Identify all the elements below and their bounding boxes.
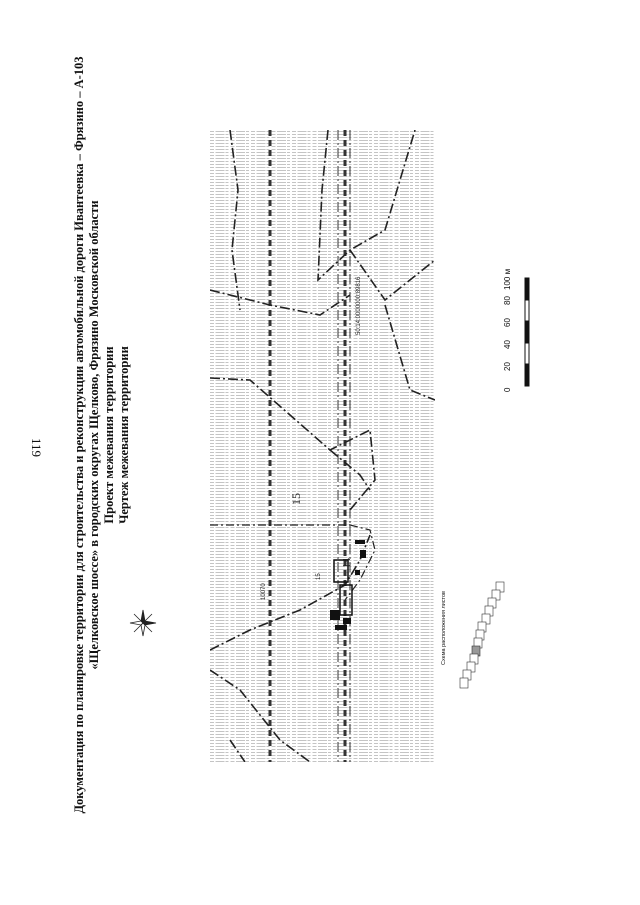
page-number: 119 [29,438,44,458]
sheet-index-map [458,580,508,692]
scale-tick-60: 60 [503,318,512,327]
scale-tick-80: 80 [503,296,512,305]
title-line-2: «Щелковское шоссе» в городских округах Щелково, Фрязино Московской области [87,200,101,670]
scale-tick-40: 40 [503,340,512,349]
title-line-4: Чертеж межевания территории [117,346,131,524]
title-block [72,35,132,835]
index-map-title: Схема расположения листов [441,591,447,665]
title-line-3: Проект межевания территории [102,346,116,524]
parcel-15-label: 15 [289,493,303,505]
scale-tick-20: 20 [503,362,512,371]
north-arrow-icon [128,608,158,638]
cadastral-number-label: 50:14:0000000:89816 [356,276,362,335]
map-drawing [210,130,435,762]
map-background [210,130,435,762]
parcel-label-15-small: 15 [316,573,322,580]
scale-tick-0: 0 [503,387,512,392]
scale-tick-100: 100 м [503,268,512,290]
parcel-14-label: 14 [342,558,353,568]
scale-bar-labels [503,269,512,392]
title-line-1: Документация по планировке территории для строительства и реконструкции автомобильной дороги Ивантеевка – Фрязино – А-103 [72,56,86,814]
parcel-label-10070: 10070 [261,583,267,600]
